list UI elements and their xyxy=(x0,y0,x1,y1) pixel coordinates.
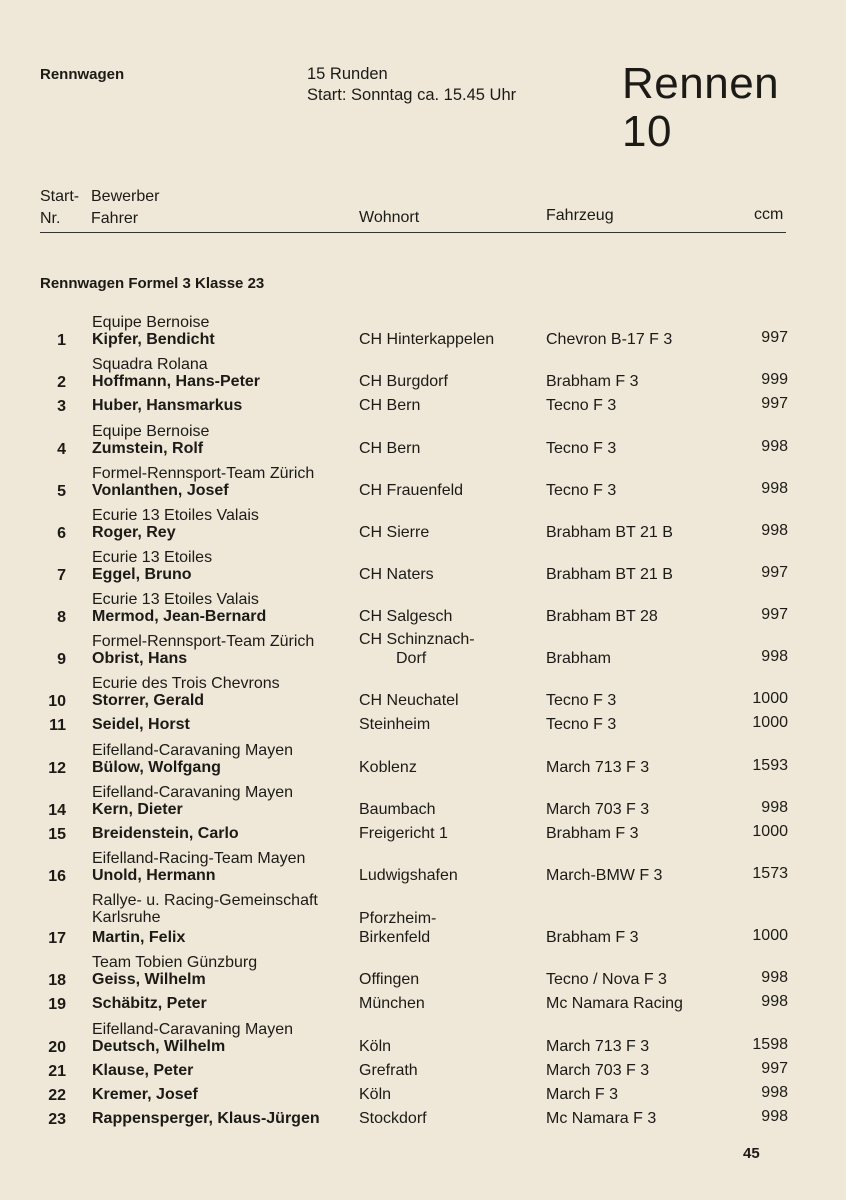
entry-vehicle: March 713 F 3 xyxy=(546,759,650,776)
entry-team: Ecurie 13 Etoiles xyxy=(92,549,213,566)
entry-team: Ecurie 13 Etoiles Valais xyxy=(92,591,259,608)
entry-location: Pforzheim- xyxy=(359,910,437,927)
entry-driver: Kern, Dieter xyxy=(92,801,183,818)
entry-team: Eifelland-Racing-Team Mayen xyxy=(92,850,306,867)
entry-ccm: 998 xyxy=(761,480,788,497)
entry-location: Koblenz xyxy=(359,759,417,776)
entry-vehicle: Brabham F 3 xyxy=(546,373,639,390)
entry-location: CH Burgdorf xyxy=(359,373,448,390)
entry-vehicle: Brabham BT 21 B xyxy=(546,566,673,583)
entry-team: Eifelland-Caravaning Mayen xyxy=(92,784,293,801)
entry-driver: Unold, Hermann xyxy=(92,867,216,884)
entry-driver: Klause, Peter xyxy=(92,1062,194,1079)
entry-start-number: 21 xyxy=(48,1063,66,1080)
entry-location: CH Neuchatel xyxy=(359,692,459,709)
entry-ccm: 997 xyxy=(761,395,788,412)
entry-start-number: 15 xyxy=(48,826,66,843)
entry-location: Steinheim xyxy=(359,716,431,733)
col-startnr-line2: Nr. xyxy=(40,210,61,227)
entry-driver: Eggel, Bruno xyxy=(92,566,192,583)
entry-vehicle: March-BMW F 3 xyxy=(546,867,663,884)
entry-location: CH Schinznach- xyxy=(359,631,475,648)
vehicle-class-label: Rennwagen xyxy=(40,66,125,83)
entry-start-number: 20 xyxy=(48,1039,66,1056)
header-rule xyxy=(40,232,786,233)
entry-start-number: 18 xyxy=(48,972,66,989)
entry-location: CH Naters xyxy=(359,566,434,583)
entry-vehicle: Tecno F 3 xyxy=(546,716,617,733)
entry-ccm: 997 xyxy=(761,564,788,581)
entry-location: Offingen xyxy=(359,971,420,988)
entry-driver: Breidenstein, Carlo xyxy=(92,825,239,842)
entry-driver: Kremer, Josef xyxy=(92,1086,198,1103)
entry-location: Grefrath xyxy=(359,1062,418,1079)
entry-vehicle: March 703 F 3 xyxy=(546,801,650,818)
entry-location: Köln xyxy=(359,1086,392,1103)
page-number: 45 xyxy=(743,1145,760,1162)
col-bewerber: Bewerber xyxy=(91,188,160,205)
entry-location: CH Salgesch xyxy=(359,608,453,625)
col-ccm: ccm xyxy=(754,206,784,223)
entry-start-number: 10 xyxy=(48,693,66,710)
entry-driver: Deutsch, Wilhelm xyxy=(92,1038,226,1055)
entry-driver: Rappensperger, Klaus-Jürgen xyxy=(92,1110,320,1127)
entry-location: Ludwigshafen xyxy=(359,867,458,884)
entry-team: Equipe Bernoise xyxy=(92,423,210,440)
entry-start-number: 4 xyxy=(57,441,66,458)
race-start-time: Start: Sonntag ca. 15.45 Uhr xyxy=(307,86,517,104)
entry-team: Ecurie des Trois Chevrons xyxy=(92,675,280,692)
entry-start-number: 7 xyxy=(57,567,66,584)
entry-vehicle: Chevron B-17 F 3 xyxy=(546,331,673,348)
entry-start-number: 1 xyxy=(57,332,66,349)
entry-start-number: 3 xyxy=(57,398,66,415)
col-fahrer: Fahrer xyxy=(91,210,139,227)
entry-team: Team Tobien Günzburg xyxy=(92,954,258,971)
entry-driver: Zumstein, Rolf xyxy=(92,440,204,457)
entry-ccm: 1000 xyxy=(752,823,788,840)
entry-start-number: 17 xyxy=(48,930,66,947)
entry-start-number: 2 xyxy=(57,374,66,391)
entry-ccm: 999 xyxy=(761,371,788,388)
entry-driver: Schäbitz, Peter xyxy=(92,995,207,1012)
entry-vehicle: Tecno F 3 xyxy=(546,482,617,499)
entry-team: Equipe Bernoise xyxy=(92,314,210,331)
entry-start-number: 11 xyxy=(49,717,66,734)
entry-team-cont: Karlsruhe xyxy=(92,909,161,926)
race-rounds: 15 Runden xyxy=(307,65,388,83)
entry-driver: Obrist, Hans xyxy=(92,650,188,667)
entry-ccm: 998 xyxy=(761,1084,788,1101)
entry-location-cont: Birkenfeld xyxy=(359,929,431,946)
entry-ccm: 1593 xyxy=(752,757,788,774)
entry-ccm: 997 xyxy=(761,329,788,346)
race-number: 10 xyxy=(622,107,672,156)
entry-team: Rallye- u. Racing-Gemeinschaft xyxy=(92,892,318,909)
entry-team: Eifelland-Caravaning Mayen xyxy=(92,1021,293,1038)
entry-vehicle: March F 3 xyxy=(546,1086,619,1103)
entry-location: Freigericht 1 xyxy=(359,825,448,842)
entry-vehicle: Tecno F 3 xyxy=(546,440,617,457)
entry-driver: Vonlanthen, Josef xyxy=(92,482,229,499)
entry-start-number: 5 xyxy=(57,483,66,500)
entry-vehicle: Tecno F 3 xyxy=(546,692,617,709)
entry-vehicle: Mc Namara F 3 xyxy=(546,1110,657,1127)
entry-ccm: 997 xyxy=(761,1060,788,1077)
entry-vehicle: Tecno F 3 xyxy=(546,397,617,414)
entry-driver: Hoffmann, Hans-Peter xyxy=(92,373,261,390)
entry-vehicle: Brabham F 3 xyxy=(546,929,639,946)
entry-ccm: 1598 xyxy=(752,1036,788,1053)
entry-driver: Mermod, Jean-Bernard xyxy=(92,608,267,625)
entry-driver: Storrer, Gerald xyxy=(92,692,205,709)
entry-driver: Kipfer, Bendicht xyxy=(92,331,215,348)
race-title: Rennen xyxy=(622,59,780,108)
col-wohnort: Wohnort xyxy=(359,209,420,226)
entry-location: CH Bern xyxy=(359,397,421,414)
entry-ccm: 1000 xyxy=(752,927,788,944)
entry-vehicle: Brabham BT 28 xyxy=(546,608,658,625)
entry-driver: Seidel, Horst xyxy=(92,716,190,733)
entry-location: CH Hinterkappelen xyxy=(359,331,495,348)
entry-team: Ecurie 13 Etoiles Valais xyxy=(92,507,259,524)
entry-team: Formel-Rennsport-Team Zürich xyxy=(92,465,315,482)
entry-start-number: 16 xyxy=(48,868,66,885)
entry-start-number: 12 xyxy=(48,760,66,777)
entry-vehicle: March 713 F 3 xyxy=(546,1038,650,1055)
entry-location: Köln xyxy=(359,1038,392,1055)
entry-vehicle: Tecno / Nova F 3 xyxy=(546,971,667,988)
entry-team: Eifelland-Caravaning Mayen xyxy=(92,742,293,759)
entry-start-number: 8 xyxy=(57,609,66,626)
entry-vehicle: Brabham xyxy=(546,650,611,667)
col-fahrzeug: Fahrzeug xyxy=(546,207,614,224)
entry-ccm: 998 xyxy=(761,1108,788,1125)
entry-location: CH Frauenfeld xyxy=(359,482,464,499)
entry-driver: Roger, Rey xyxy=(92,524,176,541)
entry-ccm: 1000 xyxy=(752,714,788,731)
entry-location: Stockdorf xyxy=(359,1110,427,1127)
entry-ccm: 998 xyxy=(761,799,788,816)
entry-ccm: 997 xyxy=(761,606,788,623)
entry-location: CH Sierre xyxy=(359,524,430,541)
entry-location: München xyxy=(359,995,425,1012)
entry-location: CH Bern xyxy=(359,440,421,457)
col-startnr-line1: Start- xyxy=(40,188,80,205)
entry-start-number: 14 xyxy=(48,802,66,819)
entry-vehicle: Mc Namara Racing xyxy=(546,995,683,1012)
entry-team: Formel-Rennsport-Team Zürich xyxy=(92,633,315,650)
entry-ccm: 998 xyxy=(761,993,788,1010)
entry-ccm: 1573 xyxy=(752,865,788,882)
entry-ccm: 998 xyxy=(761,522,788,539)
entry-ccm: 1000 xyxy=(752,690,788,707)
entry-driver: Martin, Felix xyxy=(92,929,186,946)
entry-start-number: 6 xyxy=(57,525,66,542)
entry-team: Squadra Rolana xyxy=(92,356,208,373)
entry-driver: Bülow, Wolfgang xyxy=(92,759,221,776)
entry-start-number: 23 xyxy=(48,1111,66,1128)
entry-ccm: 998 xyxy=(761,648,788,665)
entry-vehicle: March 703 F 3 xyxy=(546,1062,650,1079)
entry-start-number: 22 xyxy=(48,1087,66,1104)
section-title: Rennwagen Formel 3 Klasse 23 xyxy=(40,275,265,292)
entry-vehicle: Brabham F 3 xyxy=(546,825,639,842)
entry-start-number: 9 xyxy=(57,651,66,668)
entry-ccm: 998 xyxy=(761,438,788,455)
entry-driver: Geiss, Wilhelm xyxy=(92,971,206,988)
entry-driver: Huber, Hansmarkus xyxy=(92,397,243,414)
entry-vehicle: Brabham BT 21 B xyxy=(546,524,673,541)
entry-start-number: 19 xyxy=(48,996,66,1013)
entry-location: Baumbach xyxy=(359,801,436,818)
entry-ccm: 998 xyxy=(761,969,788,986)
entry-location-cont: Dorf xyxy=(396,650,427,667)
